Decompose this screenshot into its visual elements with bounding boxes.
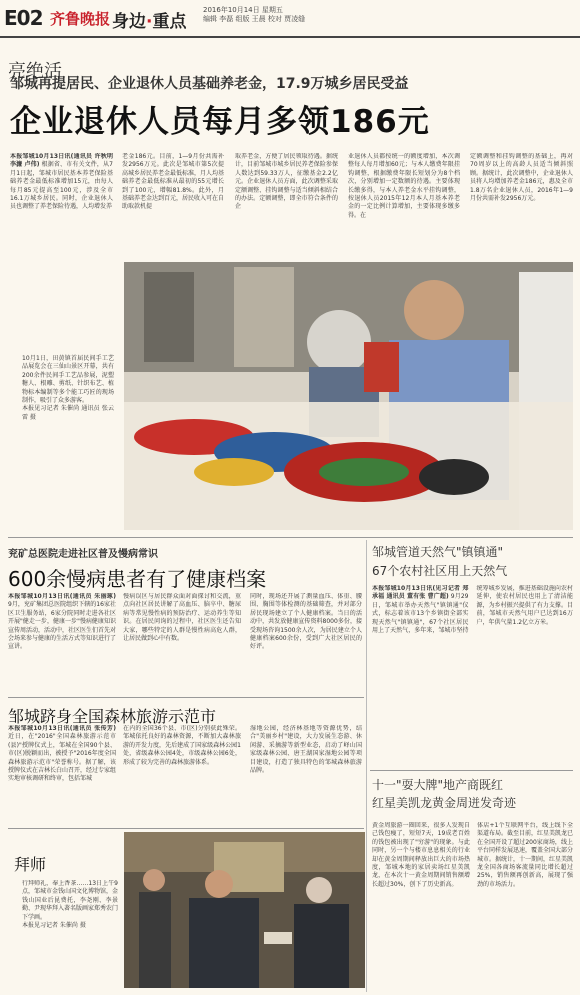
section-prefix: 身边 — [112, 12, 146, 32]
story4-column-1 — [8, 725, 116, 825]
story3-text: 9月29日，邹城市举办天然气"镇镇通"仪式，标志着该市13个乡镇街全部实现天然气"镇镇通"，67个社区居民用上了天然气，多年来，邹城市坚持统筹城乡发展，推进基础设施向农村延伸，使农村居民也用上了清洁能源，为乡村振兴提供了有力支撑。目前，邹城市天然气用户已达到16万户，年供气量1.2亿立方米。 — [372, 585, 573, 635]
story2-kicker: 兖矿总医院走进社区普及慢病常识 — [8, 549, 158, 560]
story-divider — [8, 697, 364, 698]
photo-feature-credit: 本报见习记者 朱催尚 通讯员 张云雷 摄 — [22, 405, 114, 421]
story4-byline: 本报邹城10月13日讯(通讯员 张传芳) — [8, 725, 116, 732]
ceremony-photo — [124, 832, 365, 988]
story5-column-1: 黄金周旅游一圈回来，很多人发现自己钱包瘦了，短短7天，19成老百姓的钱包被出现了"穷游"的现象。与此同时，另一个与楼市息息相关的行业却在黄金周期间释放出巨大的市场热度，邹城本地的家居卖场红星美凯龙，在本次十一黄金周期间销售额增长超过30%，创下了历史新高。 — [372, 822, 470, 888]
story3-kicker: 邹城管道天然气"镇镇通" — [372, 545, 504, 559]
lead-column-3: 取养老金，方便了居民领取待遇。据统计，目前邹城市城乡居民养老保险参保人数达到59.33万人，征缴基金2.2亿元。企业退休人员方面，此次调整采取定额调整、挂钩调整与适当倾斜相结合的办法。定额调整，即全市符合条件的企 — [235, 153, 338, 211]
story3-body — [372, 585, 573, 765]
lead-kicker: 邹城再提居民、企业退休人员基础养老金，17.9万城乡居民受益 — [10, 76, 409, 92]
photo-feature-text: 10月1日，田黄镇首届民间手工艺品展览会在三仙山景区开幕，共有200余件民间手工艺品参展，泥塑糖人、根雕、剪纸、针织布艺、植物标本编制等多个能工巧匠的现场制作，吸引了众多游客。 — [22, 355, 114, 405]
photo2-title: 拜师 — [14, 855, 47, 874]
handicraft-photo — [124, 262, 573, 530]
photo2-text: 行拜师礼，奉上香茶……13日上午9点，邹城市金钱山国文化博物馆，金钱山国业后昆费托，李尧刚、李景勤、尹现华拜入著名版画家郑秀农门下学画。 — [22, 880, 118, 921]
ceremony-illustration — [124, 832, 365, 988]
story4-column-2: 在内的全国36个县、市(区)分别获此殊荣。邹城依托良好的森林资源，不断加大森林旅游的开发力度，先后建成了国家级森林公园1处，省级森林公园4处，市级森林公园6处，形成了较为完善的森林旅游体系。 — [123, 725, 241, 766]
issue-date: 2016年10月14日 星期五 — [203, 6, 283, 14]
story2-column-2: 慢病误区与居民群众面对面探讨和交流，重点向社区居民讲解了高血压、脑卒中、糖尿病等常见慢性病的预防治疗、运动养生等知识。在居民问询的过程中，社区医生还告知大家，哪些特定的人群是慢性病高危人群，让居民做到心中有数。 — [123, 593, 241, 643]
photo-feature-title: 亮绝活 — [8, 61, 62, 82]
story5-kicker: 十一"耍大牌"地产商既红 — [372, 778, 504, 792]
story2-column-1 — [8, 593, 116, 693]
story3-byline: 本报邹城10月13日讯(见习记者 郑承福 通讯员 董有张 曹广超) — [372, 585, 469, 601]
story4-col1-text: 近日，在"2016"全国森林旅游示范市(县)"授牌仪式上，邹城在全国90个县、市(区)脱颖而出，被授予"2016年度全国森林旅游示范市"荣誉称号。据了解，该授牌仪式在吉林长白山召开，经过专家组实地审核调研和终审，包括邹城 — [8, 733, 116, 783]
section-divider — [8, 537, 573, 538]
photo-feature-caption — [22, 355, 114, 422]
page-number: E02 — [4, 6, 43, 30]
staff-line: 编辑 李磊 组版 王晨 校对 贾凌缝 — [203, 15, 306, 23]
lead-byline: 本报邹城10月13日讯(通讯员 许秋明 李濂 卢伟) — [10, 153, 113, 169]
column-divider — [366, 540, 367, 992]
story2-col1-text: 9月，兖矿集团总医院组织下辖的16家社区卫生服务站，6家分院同时走进各社区开展"健走一步，健康一步"慢病健康知识宣传周活动，活动中，社区医生们首先对会场来参与健康的生活方式等知识进行了宣讲。 — [8, 601, 116, 651]
section-dot: · — [146, 12, 153, 32]
story2-column-3: 同时，现场还开展了测量血压、体重、腰围、胸围等体检测的基础筛查，并对部分居民现场建立了个人健康档案。当日的活动中，共发放健康宣传资料8000多份，接受现场咨询1500余人次，为居民建立个人健康档案600余份，受到广大社区居民的好评。 — [250, 593, 362, 651]
issue-meta — [203, 6, 305, 24]
story4-column-3: 湿地公园，经济林基地等资源优势，结合"美丽乡村"建设，大力发展生态游、休闲游、采摘游等新型业态，启动了峄山国家级森林公园、唐王湖国家湿地公园等项目建设，打造了独具特色的邹城森林旅游品牌。 — [250, 725, 362, 775]
story2-byline: 本报邹城10月13日讯(通讯员 朱丽琢) — [8, 593, 116, 600]
story2-headline: 600余慢病患者有了健康档案 — [8, 567, 267, 591]
lead-col1-text: 根据省、市有关文件，从7月1日起，邹城市居民基本养老保险基础养老金最低标准增加15元，由每人每月85元提高至100元，涉及全市16.1万城乡居民。同时，企业退休人员也调整了养老保险待遇，人均增发养 — [10, 161, 113, 211]
section-suffix: 重点 — [152, 12, 187, 32]
page-header — [0, 0, 580, 38]
photo2-caption — [22, 880, 118, 980]
story5-headline: 红星美凯龙黄金周迸发奇迹 — [372, 796, 517, 810]
newspaper-logo: 齐鲁晚报 — [50, 10, 111, 28]
story4-headline: 邹城跻身全国森林旅游示范市 — [8, 707, 217, 726]
story5-divider — [370, 770, 573, 771]
lead-column-5: 定额调整和挂钩调整的基础上，再对70周岁以上的高龄人员适当倾斜照顾。据统计，此次调整中，企业退休人员将人均增加养老金186元，惠及全市1.8万名企业退休人员，2016年1—9月份共需补发2956万元。 — [470, 153, 573, 203]
lead-column-4: 业退休人员都按统一的额度增加，本次调整每人每月增加60元；与本人缴费年限挂钩调整，根据缴费年限长短划分为8个档次，分别增加一定数额的待遇。主要体现长缴多得，与本人养老金水平挂钩调整，按退休人员2015年12月本人月基本养老金的一定比例计算增加，主要体现多缴多得。在 — [348, 153, 460, 219]
handicraft-illustration — [124, 262, 573, 530]
lead-headline: 企业退休人员每月多领186元 — [10, 104, 430, 140]
section-title — [112, 7, 186, 32]
photo2-credit: 本报见习记者 朱催尚 摄 — [22, 922, 86, 930]
lead-column-2: 老金186元。目前，1—9月份共需补发2956万元。此次是邹城市第5次提高城乡居民养老金最低标准，月人均基础养老金最低标准从最初的55元增长到了100元，增幅81.8%。此外，月基础养老金达到百元，居民收入可在自助取款机提 — [122, 153, 224, 211]
story3-headline: 67个农村社区用上天然气 — [372, 564, 508, 578]
lead-column-1 — [10, 153, 113, 256]
story5-column-2: 体店+1个互联网平台，线上线下全渠道布局。截至目前，红星美凯龙已在全国开设了超过200家商场，线上平台同样发展迅速，覆盖全国大部分城市。据统计，十一期间，红星美凯龙全国各商场客流量同比增长超过25%，销售额再创新高，展现了强劲的市场活力。 — [477, 822, 573, 888]
photo2-divider — [8, 828, 364, 829]
